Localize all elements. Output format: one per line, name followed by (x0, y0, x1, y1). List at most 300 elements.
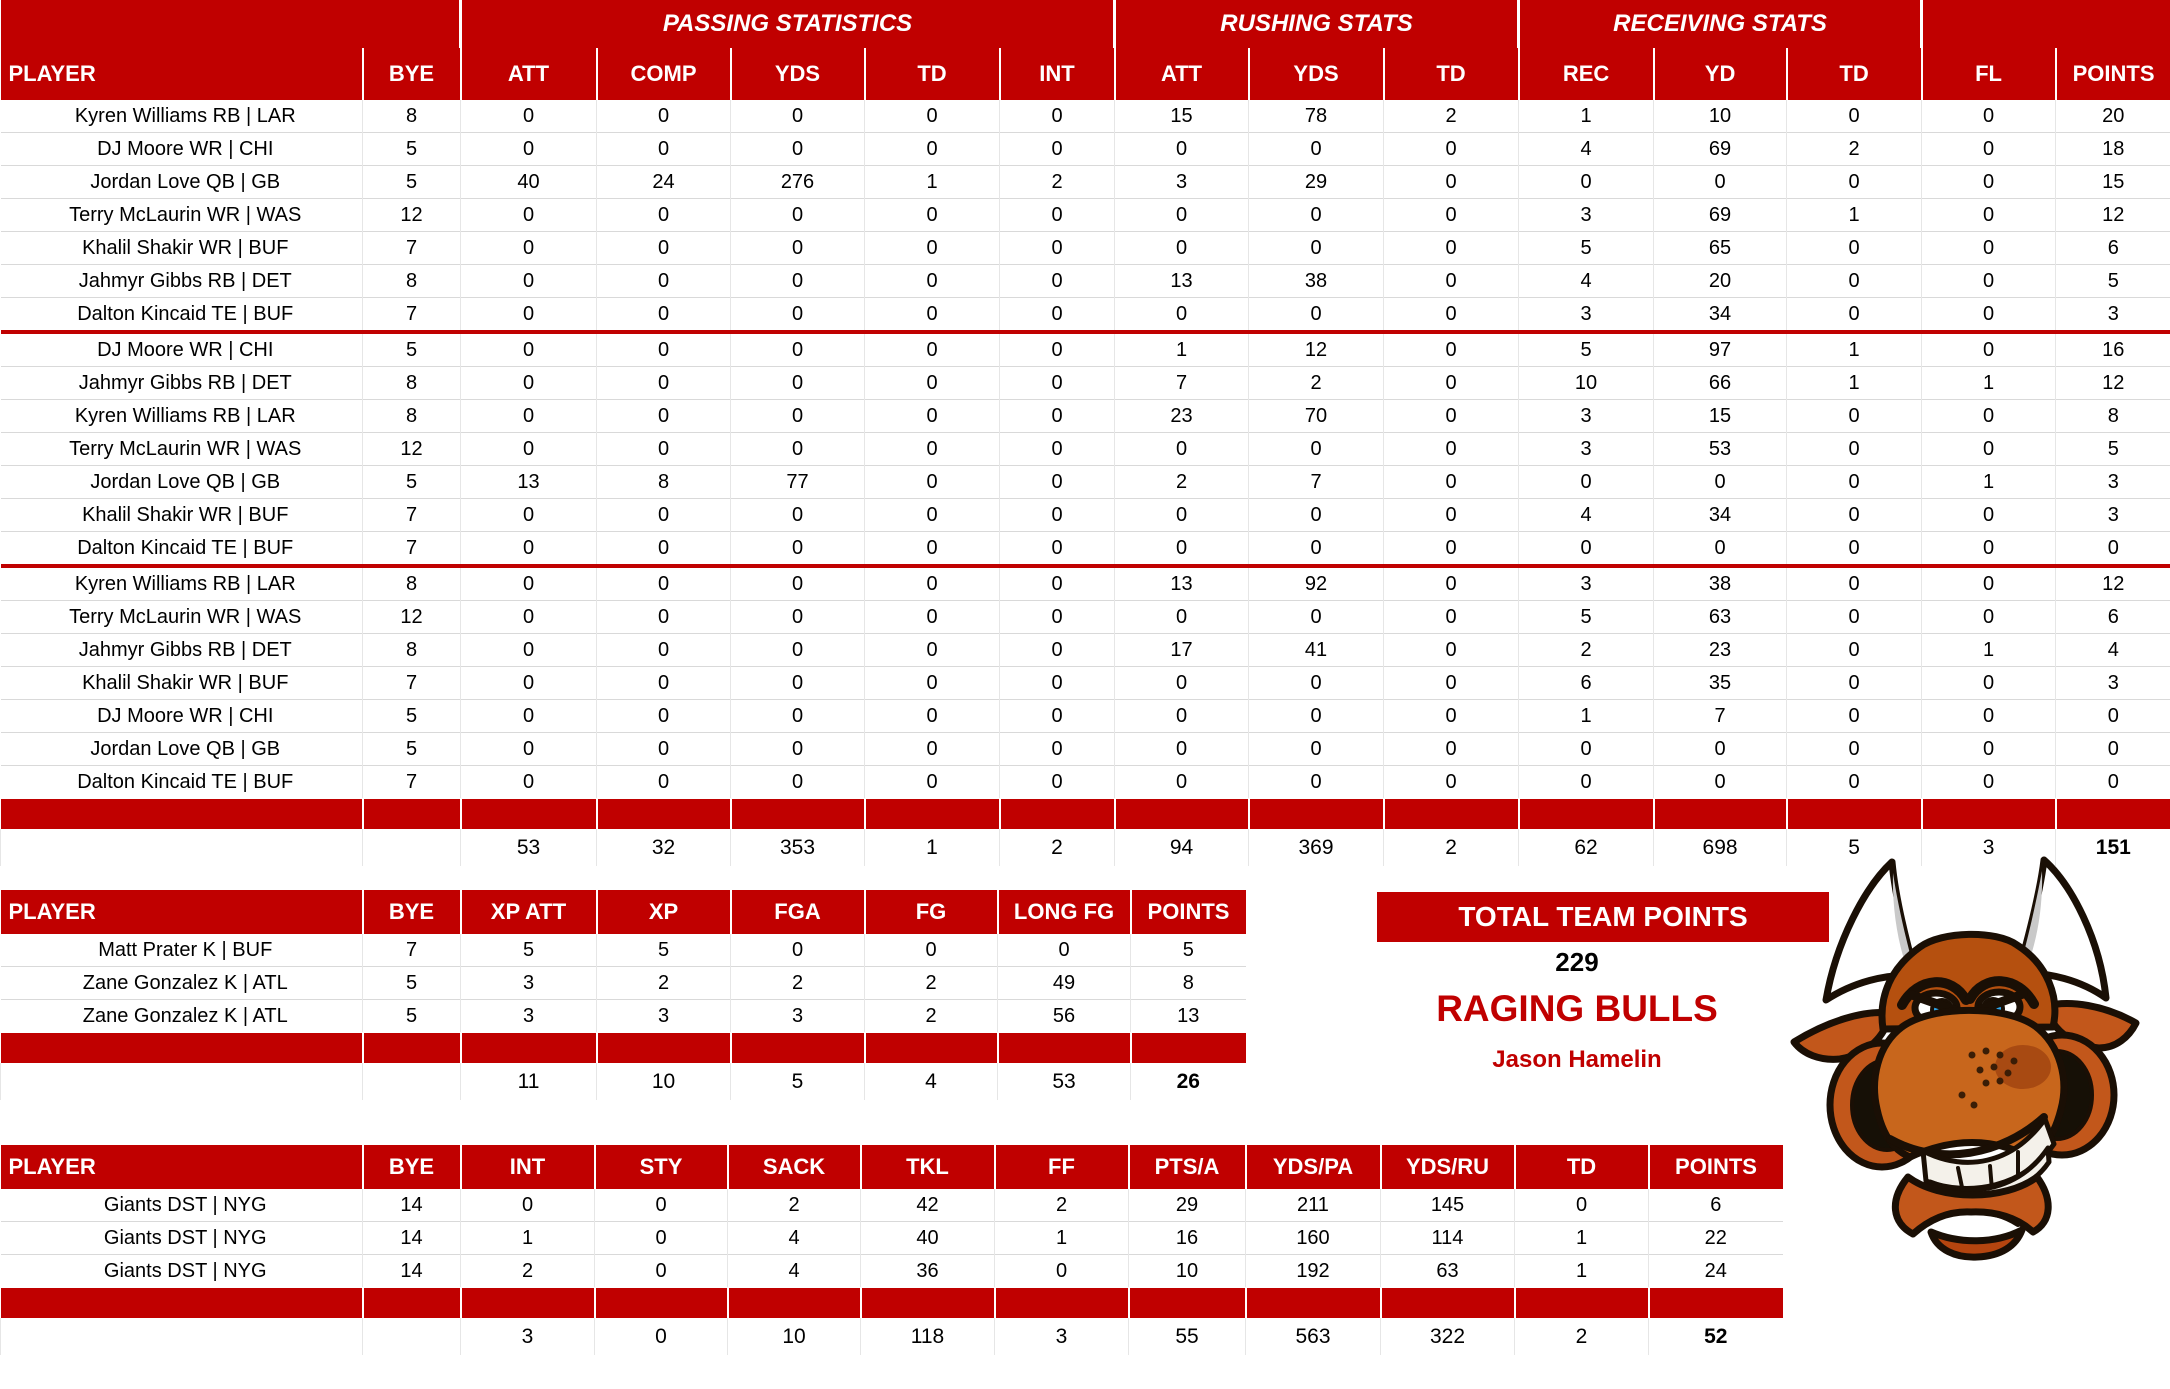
total-cell: 353 (731, 829, 865, 866)
stat-cell: 1 (1922, 367, 2056, 400)
stat-cell: 0 (1384, 367, 1519, 400)
stat-cell: 0 (1384, 667, 1519, 700)
stat-cell: 0 (1000, 700, 1115, 733)
stat-cell: 0 (1922, 400, 2056, 433)
total-cell: 53 (461, 829, 597, 866)
stat-cell: 0 (865, 766, 1000, 799)
stat-cell: 0 (1922, 199, 2056, 232)
stat-cell: 14 (363, 1255, 461, 1288)
player-cell: Dalton Kincaid TE | BUF (1, 766, 363, 799)
player-cell: Giants DST | NYG (1, 1255, 363, 1288)
stat-cell: 1 (1115, 332, 1249, 367)
total-cell: 4 (865, 1063, 998, 1100)
stat-cell: 0 (1787, 166, 1922, 199)
total-cell (1, 829, 363, 866)
total-cell: 55 (1129, 1318, 1246, 1355)
stat-cell: 35 (1654, 667, 1787, 700)
stat-cell: 0 (1654, 766, 1787, 799)
total-cell: 698 (1654, 829, 1787, 866)
stat-cell: 145 (1381, 1189, 1515, 1222)
stat-cell: 2 (1519, 634, 1654, 667)
column-header: YDS (731, 48, 865, 100)
stat-cell: 0 (731, 667, 865, 700)
kicker-stats-table (0, 890, 1246, 1100)
stat-cell: 24 (1649, 1255, 1783, 1288)
stat-cell: 0 (865, 332, 1000, 367)
column-header: XP (597, 890, 731, 934)
stat-cell: 0 (1384, 199, 1519, 232)
stat-cell: 0 (1000, 232, 1115, 265)
band-cell (363, 799, 461, 830)
stat-cell: 0 (1000, 133, 1115, 166)
group-header: RECEIVING STATS (1519, 0, 1922, 48)
stat-cell: 0 (1922, 499, 2056, 532)
band-cell (461, 1288, 595, 1319)
stat-cell: 0 (731, 133, 865, 166)
band-cell (363, 1288, 461, 1319)
stat-cell: 0 (1000, 766, 1115, 799)
stat-cell: 0 (865, 934, 998, 967)
player-cell: DJ Moore WR | CHI (1, 700, 363, 733)
player-cell: Dalton Kincaid TE | BUF (1, 532, 363, 567)
stat-cell: 0 (1515, 1189, 1649, 1222)
stat-cell: 0 (1922, 532, 2056, 567)
stat-cell: 0 (1787, 232, 1922, 265)
stat-cell: 0 (461, 601, 597, 634)
stat-cell: 0 (1249, 133, 1384, 166)
stat-cell: 0 (1922, 733, 2056, 766)
stat-cell: 6 (1519, 667, 1654, 700)
stat-cell: 0 (865, 100, 1000, 133)
stat-cell: 0 (1249, 733, 1384, 766)
stat-cell: 12 (2056, 199, 2170, 232)
stat-cell: 22 (1649, 1222, 1783, 1255)
stat-cell: 0 (731, 766, 865, 799)
stat-cell: 7 (1654, 700, 1787, 733)
stat-cell: 0 (1787, 700, 1922, 733)
column-header: TKL (861, 1145, 995, 1189)
stat-cell: 0 (1000, 733, 1115, 766)
separator-band-row (1, 1033, 1246, 1064)
player-cell: Khalil Shakir WR | BUF (1, 232, 363, 265)
table-body (1, 934, 1246, 1100)
stat-cell: 1 (995, 1222, 1129, 1255)
stat-cell: 0 (1519, 733, 1654, 766)
column-header: TD (865, 48, 1000, 100)
total-cell: 5 (1787, 829, 1922, 866)
stat-cell: 0 (1115, 667, 1249, 700)
stat-cell: 42 (861, 1189, 995, 1222)
stat-cell: 0 (731, 634, 865, 667)
stat-cell: 0 (1384, 499, 1519, 532)
stat-cell: 0 (1000, 566, 1115, 601)
stat-cell: 0 (461, 367, 597, 400)
stat-cell: 70 (1249, 400, 1384, 433)
total-cell: 3 (1922, 829, 2056, 866)
stat-cell: 0 (1922, 766, 2056, 799)
total-cell: 0 (595, 1318, 728, 1355)
table-row (1, 298, 2170, 333)
stat-cell: 0 (995, 1255, 1129, 1288)
player-cell: Jahmyr Gibbs RB | DET (1, 634, 363, 667)
stat-cell: 3 (1115, 166, 1249, 199)
table-row (1, 367, 2170, 400)
group-header (1922, 0, 2170, 48)
stat-cell: 16 (2056, 332, 2170, 367)
stat-cell: 0 (865, 199, 1000, 232)
stat-cell: 5 (363, 133, 461, 166)
stat-cell: 0 (1115, 499, 1249, 532)
stat-cell: 0 (597, 700, 731, 733)
total-cell: 94 (1115, 829, 1249, 866)
stat-cell: 66 (1654, 367, 1787, 400)
stat-cell: 0 (461, 499, 597, 532)
stat-cell: 0 (1787, 433, 1922, 466)
stat-cell: 0 (731, 400, 865, 433)
stat-cell: 0 (1000, 265, 1115, 298)
player-cell: DJ Moore WR | CHI (1, 133, 363, 166)
total-cell (1, 1318, 363, 1355)
stat-cell: 0 (1922, 166, 2056, 199)
player-cell: Dalton Kincaid TE | BUF (1, 298, 363, 333)
stat-cell: 0 (731, 232, 865, 265)
stat-cell: 0 (1384, 400, 1519, 433)
player-cell: Jordan Love QB | GB (1, 466, 363, 499)
stat-cell: 0 (1000, 466, 1115, 499)
stat-cell: 3 (2056, 466, 2170, 499)
stat-cell: 20 (1654, 265, 1787, 298)
stat-cell: 0 (597, 601, 731, 634)
stat-cell: 5 (363, 733, 461, 766)
stat-cell: 0 (865, 499, 1000, 532)
total-cell: 62 (1519, 829, 1654, 866)
stat-cell: 7 (363, 934, 461, 967)
stat-cell: 0 (865, 700, 1000, 733)
stat-cell: 12 (363, 601, 461, 634)
stat-cell: 3 (731, 1000, 865, 1033)
group-header: PASSING STATISTICS (461, 0, 1115, 48)
band-cell (597, 799, 731, 830)
stat-cell: 0 (1654, 466, 1787, 499)
stat-cell: 1 (1515, 1222, 1649, 1255)
stat-cell: 0 (1922, 433, 2056, 466)
stat-cell: 1 (865, 166, 1000, 199)
band-cell (1787, 799, 1922, 830)
column-header: YDS (1249, 48, 1384, 100)
stat-cell: 0 (1000, 667, 1115, 700)
stat-cell: 12 (2056, 566, 2170, 601)
stat-cell: 2 (1000, 166, 1115, 199)
stat-cell: 1 (1519, 100, 1654, 133)
stat-cell: 3 (461, 1000, 597, 1033)
bull-mascot-icon (1790, 855, 2170, 1265)
stat-cell: 23 (1654, 634, 1787, 667)
stat-cell: 0 (2056, 532, 2170, 567)
stat-cell: 0 (1787, 733, 1922, 766)
stat-cell: 3 (2056, 298, 2170, 333)
stat-cell: 0 (461, 634, 597, 667)
band-cell (731, 799, 865, 830)
stat-cell: 0 (731, 934, 865, 967)
stat-cell: 5 (363, 166, 461, 199)
column-header: STY (595, 1145, 728, 1189)
table-row (1, 499, 2170, 532)
stat-cell: 0 (597, 367, 731, 400)
stat-cell: 63 (1381, 1255, 1515, 1288)
column-header: INT (461, 1145, 595, 1189)
stat-cell: 29 (1129, 1189, 1246, 1222)
stat-cell: 0 (731, 499, 865, 532)
stat-cell: 0 (461, 133, 597, 166)
stat-cell: 0 (1384, 566, 1519, 601)
column-header: PLAYER (1, 890, 363, 934)
band-cell (2056, 799, 2170, 830)
stat-cell: 0 (865, 265, 1000, 298)
band-cell (1246, 1288, 1381, 1319)
column-header: ATT (1115, 48, 1249, 100)
stat-cell: 1 (1787, 199, 1922, 232)
stat-cell: 0 (865, 232, 1000, 265)
stat-cell: 0 (1000, 400, 1115, 433)
stat-cell: 6 (1649, 1189, 1783, 1222)
stat-cell: 4 (1519, 265, 1654, 298)
table-row (1, 1255, 1783, 1288)
stat-cell: 0 (1249, 532, 1384, 567)
stat-cell: 0 (1249, 700, 1384, 733)
player-cell: Kyren Williams RB | LAR (1, 400, 363, 433)
stat-cell: 0 (597, 332, 731, 367)
stat-cell: 0 (461, 667, 597, 700)
column-header: BYE (363, 1145, 461, 1189)
player-cell: Terry McLaurin WR | WAS (1, 601, 363, 634)
stat-cell: 0 (1115, 532, 1249, 567)
stat-cell: 18 (2056, 133, 2170, 166)
stat-cell: 5 (363, 466, 461, 499)
stat-cell: 0 (1115, 232, 1249, 265)
table-row (1, 133, 2170, 166)
stat-cell: 0 (1115, 601, 1249, 634)
table-row (1, 232, 2170, 265)
band-cell (1115, 799, 1249, 830)
stat-cell: 0 (1000, 601, 1115, 634)
stat-cell: 0 (1384, 433, 1519, 466)
column-header: YD (1654, 48, 1787, 100)
stat-cell: 0 (865, 634, 1000, 667)
stat-cell: 8 (363, 100, 461, 133)
stat-cell: 0 (865, 298, 1000, 333)
stat-cell: 0 (1384, 601, 1519, 634)
stat-cell: 0 (597, 298, 731, 333)
player-cell: Jahmyr Gibbs RB | DET (1, 367, 363, 400)
stat-cell: 8 (363, 566, 461, 601)
band-cell (1000, 799, 1115, 830)
stat-cell: 2 (865, 1000, 998, 1033)
stat-cell: 17 (1115, 634, 1249, 667)
stat-cell: 5 (363, 332, 461, 367)
stat-cell: 8 (363, 265, 461, 298)
table-row (1, 634, 2170, 667)
stat-cell: 3 (1519, 566, 1654, 601)
stat-cell: 0 (1654, 733, 1787, 766)
column-header: COMP (597, 48, 731, 100)
total-cell: 53 (998, 1063, 1131, 1100)
band-cell (597, 1033, 731, 1064)
stat-cell: 8 (597, 466, 731, 499)
stat-cell: 49 (998, 967, 1131, 1000)
stat-cell: 0 (998, 934, 1131, 967)
stat-cell: 0 (1249, 601, 1384, 634)
total-cell: 10 (597, 1063, 731, 1100)
stat-cell: 0 (1787, 532, 1922, 567)
stat-cell: 6 (2056, 232, 2170, 265)
stat-cell: 5 (1519, 232, 1654, 265)
column-header: LONG FG (998, 890, 1131, 934)
stat-cell: 12 (363, 199, 461, 232)
stat-cell: 0 (1000, 332, 1115, 367)
stat-cell: 0 (1787, 634, 1922, 667)
stat-cell: 0 (731, 100, 865, 133)
stat-cell: 0 (1115, 700, 1249, 733)
stat-cell: 0 (1000, 532, 1115, 567)
stat-cell: 0 (461, 400, 597, 433)
band-cell (861, 1288, 995, 1319)
stat-cell: 0 (461, 199, 597, 232)
stat-cell: 0 (1922, 566, 2056, 601)
stat-cell: 4 (728, 1255, 861, 1288)
stat-cell: 5 (2056, 265, 2170, 298)
stat-cell: 3 (1519, 298, 1654, 333)
stat-cell: 114 (1381, 1222, 1515, 1255)
stat-cell: 2 (597, 967, 731, 1000)
stat-cell: 13 (1115, 265, 1249, 298)
stat-cell: 7 (363, 766, 461, 799)
stat-cell: 5 (597, 934, 731, 967)
total-cell: 32 (597, 829, 731, 866)
band-cell (1129, 1288, 1246, 1319)
stat-cell: 0 (1000, 499, 1115, 532)
stat-cell: 2 (1115, 466, 1249, 499)
stat-cell: 0 (1384, 265, 1519, 298)
stat-cell: 12 (363, 433, 461, 466)
table-row (1, 967, 1246, 1000)
stat-cell: 63 (1654, 601, 1787, 634)
stat-cell: 0 (1922, 133, 2056, 166)
player-cell: Kyren Williams RB | LAR (74, 104, 296, 127)
stat-cell: 0 (1115, 433, 1249, 466)
column-header: REC (1519, 48, 1654, 100)
total-cell (363, 1318, 461, 1355)
column-header: XP ATT (461, 890, 597, 934)
stat-cell: 8 (363, 367, 461, 400)
table-row (1, 733, 2170, 766)
stat-cell: 0 (1787, 499, 1922, 532)
stat-cell: 0 (1249, 232, 1384, 265)
stat-cell: 0 (1249, 667, 1384, 700)
stat-cell: 10 (1654, 100, 1787, 133)
stat-cell: 0 (597, 566, 731, 601)
stat-cell: 7 (1115, 367, 1249, 400)
stat-cell: 0 (1384, 166, 1519, 199)
stat-cell: 0 (1787, 667, 1922, 700)
band-cell (1, 1288, 363, 1319)
group-header: RUSHING STATS (1115, 0, 1519, 48)
stat-cell: 29 (1249, 166, 1384, 199)
stat-cell: 0 (1787, 298, 1922, 333)
stat-cell: 0 (461, 700, 597, 733)
player-cell: DJ Moore WR | CHI (1, 332, 363, 367)
table-row (1, 332, 2170, 367)
stat-cell: 69 (1654, 133, 1787, 166)
total-cell: 11 (461, 1063, 597, 1100)
stat-cell: 34 (1654, 499, 1787, 532)
stat-cell: 20 (2056, 100, 2170, 133)
stat-cell: 0 (595, 1189, 728, 1222)
band-cell (595, 1288, 728, 1319)
band-cell (1654, 799, 1787, 830)
stat-cell: 5 (363, 967, 461, 1000)
table-head (1, 0, 2170, 100)
stat-cell: 0 (1787, 601, 1922, 634)
table-row (1, 700, 2170, 733)
stat-cell: 0 (1654, 532, 1787, 567)
stat-cell: 0 (865, 433, 1000, 466)
stat-cell: 0 (461, 298, 597, 333)
column-header: PLAYER (1, 48, 363, 100)
stat-cell: 0 (1922, 298, 2056, 333)
stat-cell: 12 (1249, 332, 1384, 367)
stat-cell: 160 (1246, 1222, 1381, 1255)
stat-cell: 0 (597, 733, 731, 766)
table-row (1, 265, 2170, 298)
stat-cell: 0 (1384, 298, 1519, 333)
stat-cell: 0 (1000, 199, 1115, 232)
stat-cell: 0 (597, 133, 731, 166)
totals-row (1, 1318, 1783, 1355)
total-team-points-value: 229 (1555, 947, 1599, 977)
stat-cell: 0 (461, 532, 597, 567)
stat-cell: 1 (1922, 634, 2056, 667)
stat-cell: 0 (461, 766, 597, 799)
stat-cell: 0 (461, 1189, 595, 1222)
stat-cell: 0 (1249, 199, 1384, 232)
stat-cell: 0 (1787, 100, 1922, 133)
column-header: POINTS (1649, 1145, 1783, 1189)
total-cell: 151 (2056, 829, 2170, 866)
column-header: POINTS (1131, 890, 1246, 934)
table-row (1, 166, 2170, 199)
stat-cell: 24 (597, 166, 731, 199)
stat-cell: 7 (363, 532, 461, 567)
total-cell: 2 (1000, 829, 1115, 866)
stat-cell: 0 (1115, 133, 1249, 166)
stat-cell: 10 (1519, 367, 1654, 400)
band-cell (363, 1033, 461, 1064)
column-header: YDS/PA (1246, 1145, 1381, 1189)
total-cell: 563 (1246, 1318, 1381, 1355)
stat-cell: 5 (1519, 601, 1654, 634)
stat-cell: 2 (995, 1189, 1129, 1222)
stat-cell: 8 (2056, 400, 2170, 433)
stat-cell: 0 (597, 199, 731, 232)
stat-cell: 0 (1115, 766, 1249, 799)
stat-cell: 0 (731, 199, 865, 232)
band-cell (1922, 799, 2056, 830)
stat-cell: 92 (1249, 566, 1384, 601)
stat-cell: 8 (363, 400, 461, 433)
stat-cell: 97 (1654, 332, 1787, 367)
stat-cell: 0 (731, 367, 865, 400)
stat-cell: 0 (461, 733, 597, 766)
